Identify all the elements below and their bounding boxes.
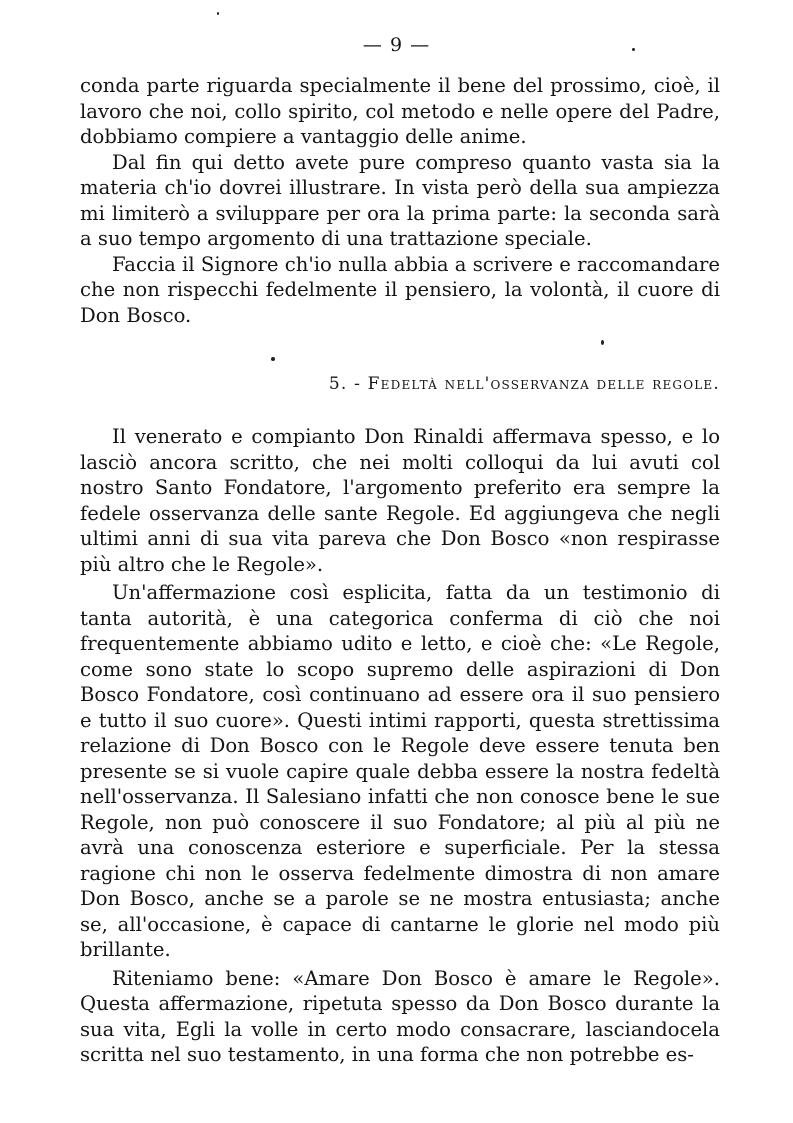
paragraph: conda parte riguarda specialmente il bene del prossimo, cioè, il lavoro che noi, collo spirito, col metodo e nelle opere del Padre, dobbiamo compiere a vantaggio delle anime. <box>80 74 720 148</box>
ink-speck <box>632 48 635 51</box>
section-heading: 5. - Fedeltà nell'osservanza delle regole. <box>328 374 720 394</box>
ink-speck <box>271 357 275 361</box>
paragraph: Faccia il Signore ch'io nulla abbia a scrivere e raccomandare che non rispecchi fedelmente il pensiero, la volontà, il cuore di Don Bosco. <box>80 252 720 327</box>
paragraph: Dal fin qui detto avete pure compreso quanto vasta sia la materia ch'io dovrei illustrare. In vista però della sua ampiezza mi limiterò a sviluppare per ora la prima parte: la seconda sarà a suo tempo argomento di una trattazione speciale. <box>80 150 720 250</box>
paragraph: Riteniamo bene: «Amare Don Bosco è amare le Regole». Questa affermazione, ripetuta spesso da Don Bosco durante la sua vita, Egli la volle in certo modo consacrare, lasciandocela scritta nel suo testamento, in una forma che non potrebbe es- <box>80 966 720 1066</box>
intro-text <box>80 73 720 328</box>
paragraph: Un'affermazione così esplicita, fatta da un testimonio di tanta autorità, è una categorica conferma di ciò che noi frequentemente abbiamo udito e letto, e cioè che: «Le Regole, come sono state lo scopo supremo delle aspirazioni di Don Bosco Fondatore, così continuano ad essere ora il suo pensiero e tutto il suo cuore». Questi intimi rapporti, questa strettissima relazione di Don Bosco con le Regole deve essere tenuta ben presente se si vuole capire quale debba essere la nostra fedeltà nell'osservanza. Il Salesiano infatti che non conosce bene le sue Regole, non può conoscere il suo Fondatore; al più al più ne avrà una conoscenza esteriore e superficiale. Per la stessa ragione chi non le osserva fedelmente dimostra di non amare Don Bosco, anche se a parole se ne mostra entusiasta; anche se, all'occasione, è capace di cantarne le glorie nel modo più brillante. <box>80 581 720 961</box>
section-text <box>80 424 720 1068</box>
paragraph: Il venerato e compianto Don Rinaldi affermava spesso, e lo lasciò ancora scritto, che nei molti colloqui da lui avuti col nostro Santo Fondatore, l'argomento preferito era sempre la fedele osservanza delle sante Regole. Ed aggiungeva che negli ultimi anni di sua vita pareva che Don Bosco «non respirasse più altro che le Regole». <box>80 425 720 576</box>
ink-speck <box>217 12 219 15</box>
ink-speck <box>601 340 604 345</box>
page-number: — 9 — <box>362 34 431 56</box>
